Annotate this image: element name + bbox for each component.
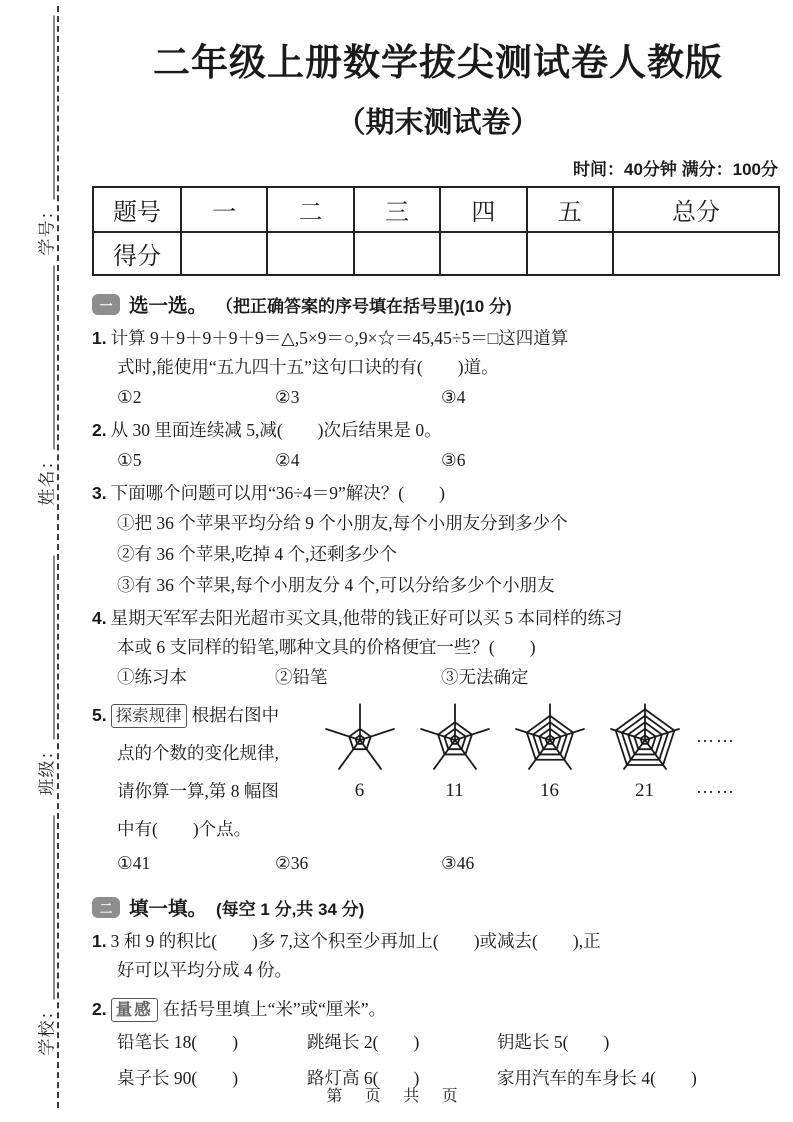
web-item	[502, 698, 597, 805]
school-blank-line	[54, 816, 55, 1000]
fill-item: 家用汽车的车身长 4( )	[497, 1068, 697, 1088]
score-table-header-cell: 总分	[613, 187, 779, 232]
web-item	[597, 698, 692, 805]
quantity-sense-tag: 量感	[111, 998, 158, 1022]
option-row	[92, 382, 784, 413]
question-line	[92, 927, 784, 956]
s1-question-4	[92, 604, 784, 693]
option-1: ①41	[117, 853, 151, 873]
question-line: 点的个数的变化规律,	[117, 743, 279, 763]
question-text: 在括号里填上“米”或“厘米”。	[162, 999, 387, 1019]
ellipsis-bottom: ……	[696, 777, 736, 797]
fill-item: 铅笔长 18( )	[117, 1032, 239, 1052]
spider-web-icon	[599, 698, 691, 780]
explore-pattern-tag: 探索规律	[111, 704, 187, 728]
class-blank-line	[54, 556, 55, 740]
score-table-header-row	[93, 187, 779, 232]
spider-web-icon	[314, 698, 406, 780]
section2-title: 填一填。	[129, 898, 208, 920]
section2-subtitle: (每空 1 分,共 34 分)	[216, 899, 365, 919]
option-row	[92, 662, 784, 693]
option-row	[92, 848, 784, 879]
score-blank-cell	[267, 232, 353, 275]
question-line	[92, 995, 784, 1024]
main-content	[92, 0, 784, 1096]
school-field	[33, 816, 58, 1056]
option-3: ③6	[441, 450, 466, 470]
student-name-field	[33, 266, 58, 506]
option-line-3: ③有 36 个苹果,每个小朋友分 4 个,可以分给多少个小朋友	[117, 575, 555, 595]
score-table-header-cell: 五	[527, 187, 613, 232]
score-table-score-row	[93, 232, 779, 275]
option-2: ②铅笔	[275, 667, 328, 687]
score-table-header-cell: 四	[440, 187, 526, 232]
question-text: 下面哪个问题可以用“36÷4＝9”解决？( )	[110, 483, 445, 503]
web-point-count: 21	[635, 780, 654, 801]
s1-question-1	[92, 324, 784, 413]
question-number: 1.	[92, 328, 107, 348]
option-2: ②4	[275, 450, 300, 470]
option-2: ②3	[275, 387, 300, 407]
student-id-blank-line	[54, 16, 55, 200]
student-name-label: 姓名：	[37, 451, 57, 506]
option-3: ③无法确定	[441, 667, 529, 687]
class-label: 班级：	[37, 741, 57, 796]
question-number: 3.	[92, 483, 107, 503]
page-footer: 第 页 共 页	[326, 1088, 467, 1105]
s2-question-2	[92, 995, 784, 1096]
option-3: ③4	[441, 387, 466, 407]
option-1: ①练习本	[117, 667, 187, 687]
score-table-header-cell: 一	[181, 187, 267, 232]
web-item	[312, 698, 407, 805]
question-number: 4.	[92, 608, 107, 628]
web-item	[407, 698, 502, 805]
student-name-blank-line	[54, 266, 55, 450]
school-label: 学校：	[37, 1001, 57, 1056]
option-1: ①2	[117, 387, 142, 407]
section2-header	[92, 893, 784, 921]
score-table	[92, 186, 780, 276]
score-table-header-cell: 三	[354, 187, 440, 232]
s1-question-5	[92, 696, 784, 879]
score-blank-cell	[527, 232, 613, 275]
fill-item: 钥匙长 5( )	[497, 1032, 610, 1052]
option-1: ①5	[117, 450, 142, 470]
web-point-count: 11	[445, 780, 464, 801]
question-text: 从 30 里面连续减 5,减( )次后结果是 0。	[110, 420, 442, 440]
fill-item: 桌子长 90( )	[117, 1068, 239, 1088]
ellipsis-top: ……	[696, 726, 736, 746]
question-number: 2.	[92, 420, 107, 440]
question-line: 式时,能使用“五九四十五”这句口诀的有( )道。	[117, 357, 499, 377]
score-blank-cell	[354, 232, 440, 275]
question-line	[92, 604, 784, 633]
q5-layout	[92, 696, 784, 848]
question-text: 星期天军军去阳光超市买文具,他带的钱正好可以买 5 本同样的练习	[110, 608, 623, 628]
question-number: 1.	[92, 931, 107, 951]
option-3: ③46	[441, 853, 475, 873]
option-row	[92, 445, 784, 476]
section1-number-icon: 一	[92, 294, 120, 315]
question-number: 2.	[92, 999, 107, 1019]
class-field	[33, 556, 58, 796]
figure-ellipsis	[696, 698, 736, 802]
question-number: 5.	[92, 705, 107, 725]
option-2: ②36	[275, 853, 309, 873]
section2-number-icon: 二	[92, 897, 120, 918]
question-line	[92, 696, 312, 734]
web-point-count: 6	[354, 780, 365, 801]
q5-text-block	[92, 696, 312, 848]
question-line	[92, 324, 784, 353]
fill-blank-row	[92, 1024, 784, 1060]
question-text: 计算 9＋9＋9＋9＋9＝△,5×9＝○,9×☆＝45,45÷5＝□这四道算	[110, 328, 569, 348]
question-line: 本或 6 支同样的铅笔,哪种文具的价格便宜一些？( )	[117, 637, 536, 657]
question-line	[92, 416, 784, 445]
student-id-label: 学号：	[37, 201, 57, 256]
question-line: 好可以平均分成 4 份。	[117, 960, 292, 980]
section1-header	[92, 290, 784, 318]
question-line: 中有( )个点。	[117, 819, 252, 839]
spider-web-icon	[504, 698, 596, 780]
fill-item: 路灯高 6( )	[307, 1068, 420, 1088]
web-figure	[312, 696, 784, 848]
question-line	[92, 479, 784, 508]
fill-item: 跳绳长 2( )	[307, 1032, 420, 1052]
option-line-2: ②有 36 个苹果,吃掉 4 个,还剩多少个	[117, 544, 397, 564]
spider-web-icon	[409, 698, 501, 780]
time-score-info: 时间：40分钟 满分：100分	[573, 160, 778, 179]
question-text: 3 和 9 的积比( )多 7,这个积至少再加上( )或减去( ),正	[110, 931, 601, 951]
web-point-count: 16	[540, 780, 559, 801]
student-id-field	[33, 16, 58, 256]
section1-subtitle: （把正确答案的序号填在括号里)(10 分)	[216, 296, 512, 316]
question-line: 请你算一算,第 8 幅图	[117, 781, 279, 801]
score-blank-cell	[181, 232, 267, 275]
option-line-1: ①把 36 个苹果平均分给 9 个小朋友,每个小朋友分到多少个	[117, 513, 568, 533]
score-blank-cell	[613, 232, 779, 275]
section1-title: 选一选。	[129, 295, 208, 317]
s2-question-1	[92, 927, 784, 985]
question-text: 根据右图中	[191, 705, 280, 725]
score-table-header-cell: 题号	[93, 187, 181, 232]
paper-subtitle: （期末测试卷）	[336, 107, 540, 139]
web-figure-items	[312, 698, 692, 805]
paper-title: 二年级上册数学拔尖测试卷人教版	[153, 42, 723, 83]
score-blank-cell	[440, 232, 526, 275]
s1-question-2	[92, 416, 784, 476]
s1-question-3	[92, 479, 784, 601]
score-row-label: 得分	[93, 232, 181, 275]
score-table-header-cell: 二	[267, 187, 353, 232]
